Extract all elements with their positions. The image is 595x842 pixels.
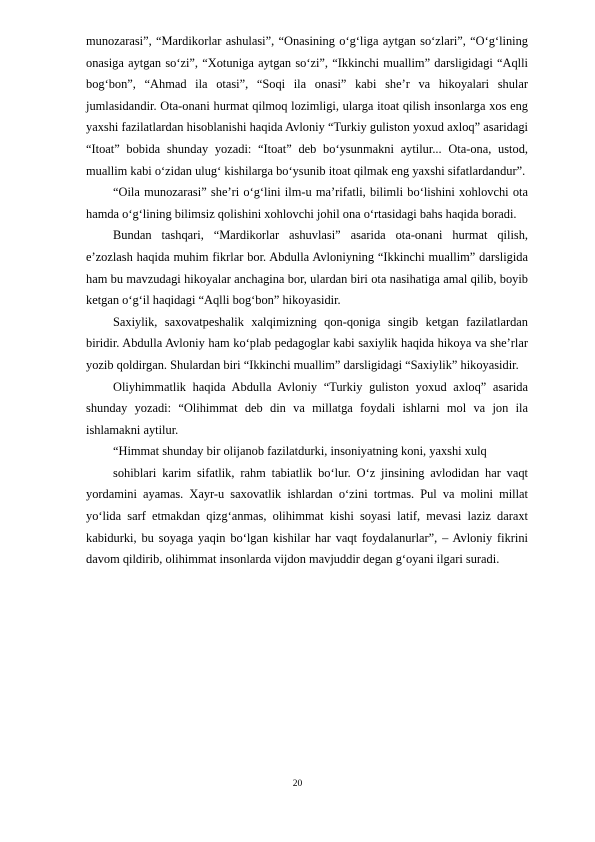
paragraph-5: Oliyhimmatlik haqida Abdulla Avloniy “Turkiy guliston yoxud axloq” asarida shunday yozadi: “Olihimmat deb din va millatga foydali ishlarni mol va jon ila ishlamakni aytilur.: [86, 379, 528, 437]
paragraph-1: munozarasi”, “Mardikorlar ashulasi”, “Onasining o‘g‘liga aytgan so‘zlari”, “O‘g‘lining onasiga aytgan so‘zi”, “Xotuniga aytgan so‘zi”, “Ikkinchi muallim” darsligidagi “Aqlli bog‘bon”, “Ahmad ila otasi”, “Soqi ila onasi” kabi she’r va hikoyalari shular jumlasidandir. Ota-onani hurmat qilmoq lozimligi, ularga itoat qilish insonlarga xos eng yaxshi fazilatlardan hisoblanishi haqida Avloniy “Turkiy guliston yoxud axloq” asaridagi “Itoat” bobida shunday yozadi: “Itoat” deb bo‘ysunmakni aytilur... Ota-ona, ustod, muallim kabi o‘zidan ulug‘ kishilarga bo‘ysunib itoat qilmak eng yaxshi sifatlardandur”.: [86, 34, 528, 178]
paragraph-7: sohiblari karim sifatlik, rahm tabiatlik bo‘lur. O‘z jinsining avlodidan har vaqt yordamini ayamas. Xayr-u saxovatlik ishlardan o‘zini tortmas. Pul va molini millat yo‘lida sarf etmakdan qizg‘anmas, olihimmat kishi soyasi latif, mevasi laziz daraxt kabidurki, bu soyaga yaqin bo‘lgan kishilar har vaqt foydalanurlar”, – Avloniy fikrini davom qildirib, olihimmat insonlarda vijdon mavjuddir degan g‘oyani ilgari suradi.: [86, 465, 528, 567]
body-text: [86, 31, 528, 571]
paragraph-3: Bundan tashqari, “Mardikorlar ashuvlasi” asarida ota-onani hurmat qilish, e’zozlash haqida muhim fikrlar bor. Abdulla Avloniyning “Ikkinchi muallim” darsligida ham bu mavzudagi hikoyalar anchagina bor, ulardan biri ota nasihatiga amal qilib, boyib ketgan o‘g‘il haqidagi “Aqlli bog‘bon” hikoyasidir.: [86, 228, 528, 308]
paragraph-6: “Himmat shunday bir olijanob fazilatdurki, insoniyatning koni, yaxshi xulq: [113, 444, 487, 459]
paragraph-2: “Oila munozarasi” she’ri o‘g‘lini ilm-u ma’rifatli, bilimli bo‘lishini xohlovchi ota hamda o‘g‘lining bilimsiz qolishini xohlovchi johil ona o‘rtasidagi bahs haqida boradi.: [86, 185, 528, 221]
page-number: 20: [292, 779, 303, 789]
paragraph-4: Saxiylik, saxovatpeshalik xalqimizning qon-qoniga singib ketgan fazilatlardan biridir. Abdulla Avloniy ham ko‘plab pedagoglar kabi saxiylik haqida hikoya va she’rlar yozib qoldirgan. Shulardan biri “Ikkinchi muallim” darsligidagi “Saxiylik” hikoyasidir.: [86, 314, 528, 372]
